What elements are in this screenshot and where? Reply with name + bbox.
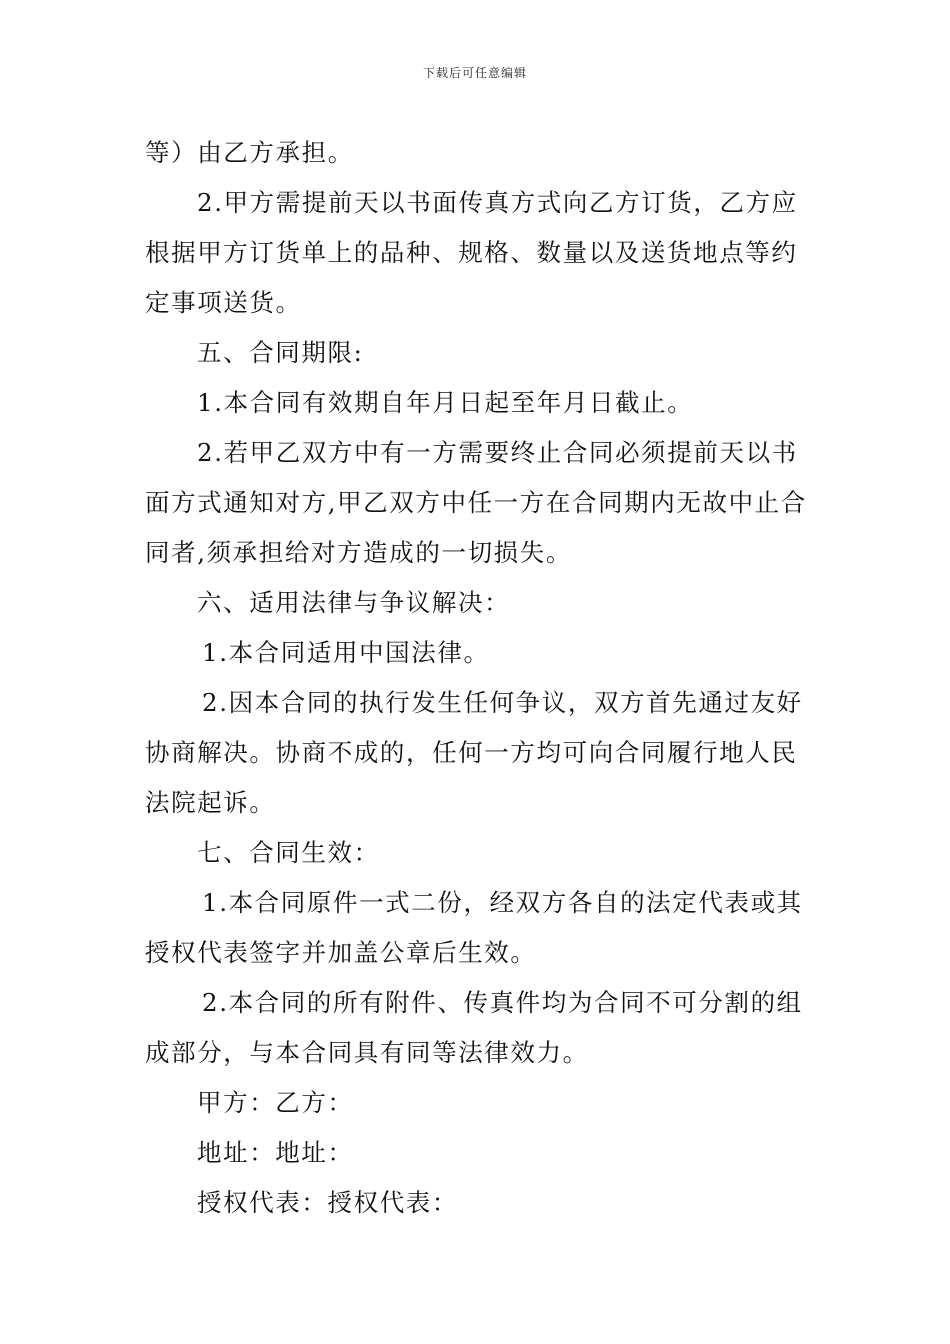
text-line: 1.本合同有效期自年月日起至年月日截止。 [197, 388, 694, 417]
text-line: 协商解决。协商不成的，任何一方均可向合同履行地人民 [145, 738, 798, 767]
text-line: 2.本合同的所有附件、传真件均为合同不可分割的组 [202, 988, 803, 1017]
section-heading: 七、合同生效： [197, 838, 380, 867]
text-line: 面方式通知对方,甲乙双方中任一方在合同期内无故中止合 [145, 488, 807, 517]
text-line: 等）由乙方承担。 [145, 138, 354, 167]
text-line: 根据甲方订货单上的品种、规格、数量以及送货地点等约 [145, 238, 798, 267]
text-line: 2.因本合同的执行发生任何争议，双方首先通过友好 [202, 688, 803, 717]
signature-party-line: 甲方：乙方： [197, 1088, 354, 1117]
document-body [145, 128, 815, 1228]
text-line: 成部分，与本合同具有同等法律效力。 [145, 1038, 589, 1067]
section-heading: 六、适用法律与争议解决： [197, 588, 511, 617]
text-line: 同者,须承担给对方造成的一切损失。 [145, 538, 572, 567]
signature-address-line: 地址：地址： [197, 1138, 354, 1167]
text-line: 1.本合同适用中国法律。 [202, 638, 490, 667]
text-line: 授权代表签字并加盖公章后生效。 [145, 938, 537, 967]
text-line: 2.若甲乙双方中有一方需要终止合同必须提前天以书 [197, 438, 798, 467]
text-line: 1.本合同原件一式二份，经双方各自的法定代表或其 [202, 888, 803, 917]
text-line: 定事项送货。 [145, 288, 302, 317]
text-line: 法院起诉。 [145, 788, 276, 817]
signature-representative-line: 授权代表：授权代表： [197, 1188, 458, 1217]
section-heading: 五、合同期限: [197, 338, 364, 367]
page-header: 下载后可任意编辑 [422, 66, 527, 80]
text-line: 2.甲方需提前天以书面传真方式向乙方订货，乙方应 [197, 188, 798, 217]
